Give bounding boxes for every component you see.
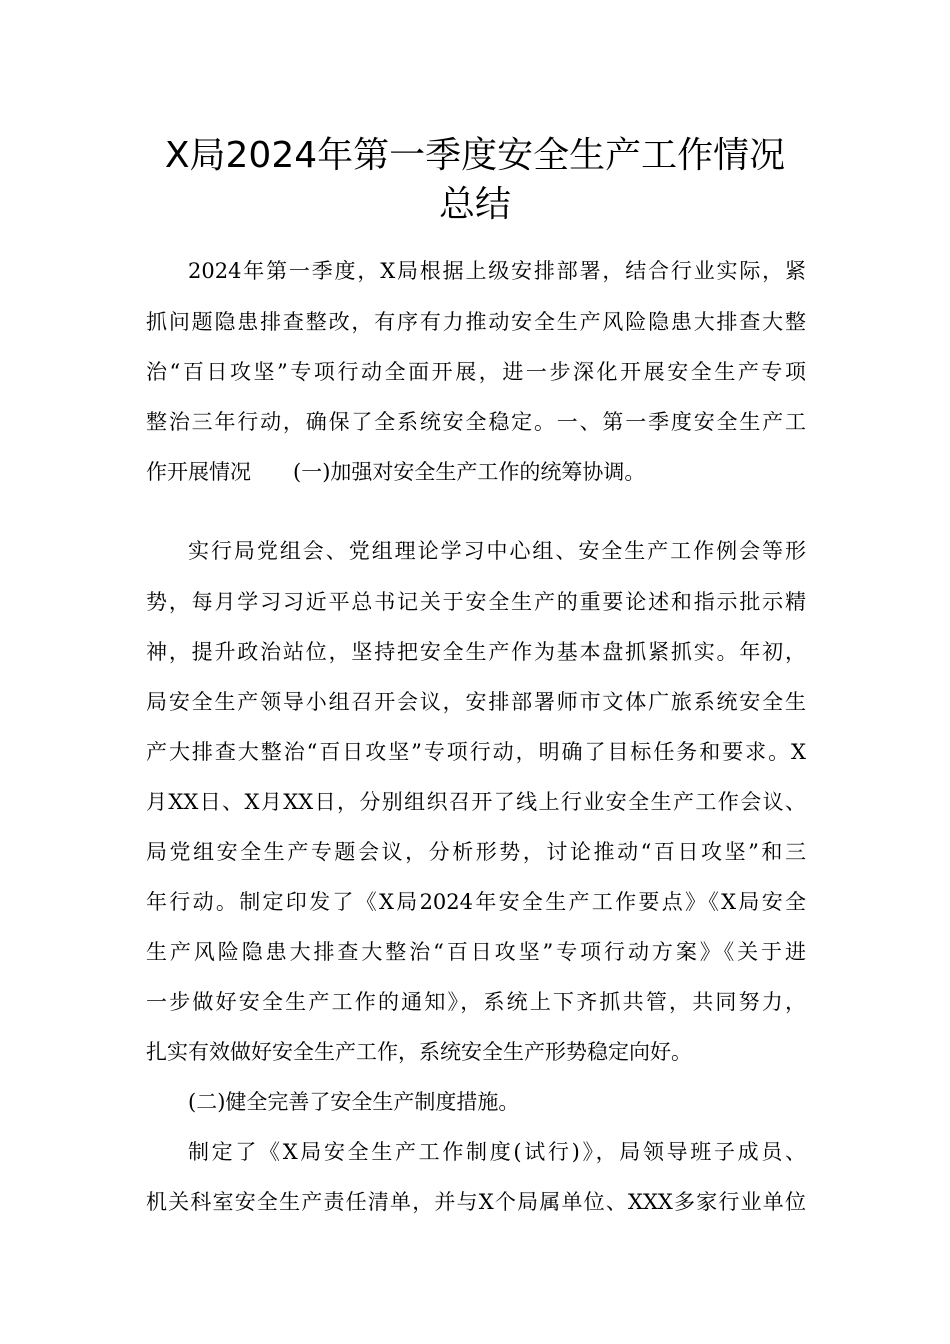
paragraph-line: 抓问题隐患排查整改，有序有力推动安全生产风险隐患大排查大整: [146, 310, 806, 334]
document-title-line-2: 总结: [438, 184, 511, 225]
document-title-line-1: X局2024年第一季度安全生产工作情况: [164, 135, 786, 176]
paragraph-line: 月XX日、X月XX日，分别组织召开了线上行业安全生产工作会议、: [146, 790, 806, 814]
section-heading: (二)健全完善了安全生产制度措施。: [188, 1090, 520, 1114]
paragraph-line: 作开展情况 (一)加强对安全生产工作的统筹协调。: [146, 460, 646, 484]
paragraph-line: 整治三年行动，确保了全系统安全稳定。一、第一季度安全生产工: [146, 410, 806, 434]
paragraph-line: 局党组安全生产专题会议，分析形势，讨论推动“百日攻坚”和三: [146, 840, 806, 864]
paragraph-line: 制定了《X局安全生产工作制度(试行)》，局领导班子成员、: [188, 1140, 806, 1164]
paragraph-line: 局安全生产领导小组召开会议，安排部署师市文体广旅系统安全生: [146, 690, 806, 714]
paragraph-line: 治“百日攻坚”专项行动全面开展，进一步深化开展安全生产专项: [146, 360, 806, 384]
paragraph-line: 实行局党组会、党组理论学习中心组、安全生产工作例会等形: [188, 539, 806, 563]
paragraph-line: 一步做好安全生产工作的通知》，系统上下齐抓共管，共同努力，: [146, 990, 806, 1014]
paragraph-line: 年行动。制定印发了《X局2024年安全生产工作要点》《X局安全: [146, 890, 806, 914]
paragraph-line: 势，每月学习习近平总书记关于安全生产的重要论述和指示批示精: [146, 590, 806, 614]
paragraph-line: 扎实有效做好安全生产工作，系统安全生产形势稳定向好。: [146, 1040, 692, 1064]
paragraph-line: 产大排查大整治“百日攻坚”专项行动，明确了目标任务和要求。X: [146, 740, 806, 764]
paragraph-line: 生产风险隐患大排查大整治“百日攻坚”专项行动方案》《关于进: [146, 940, 806, 964]
paragraph-line: 机关科室安全生产责任清单，并与X个局属单位、XXX多家行业单位: [146, 1190, 806, 1214]
paragraph-line: 神，提升政治站位，坚持把安全生产作为基本盘抓紧抓实。年初，: [146, 640, 806, 664]
paragraph-line: 2024年第一季度，X局根据上级安排部署，结合行业实际，紧: [188, 259, 806, 283]
